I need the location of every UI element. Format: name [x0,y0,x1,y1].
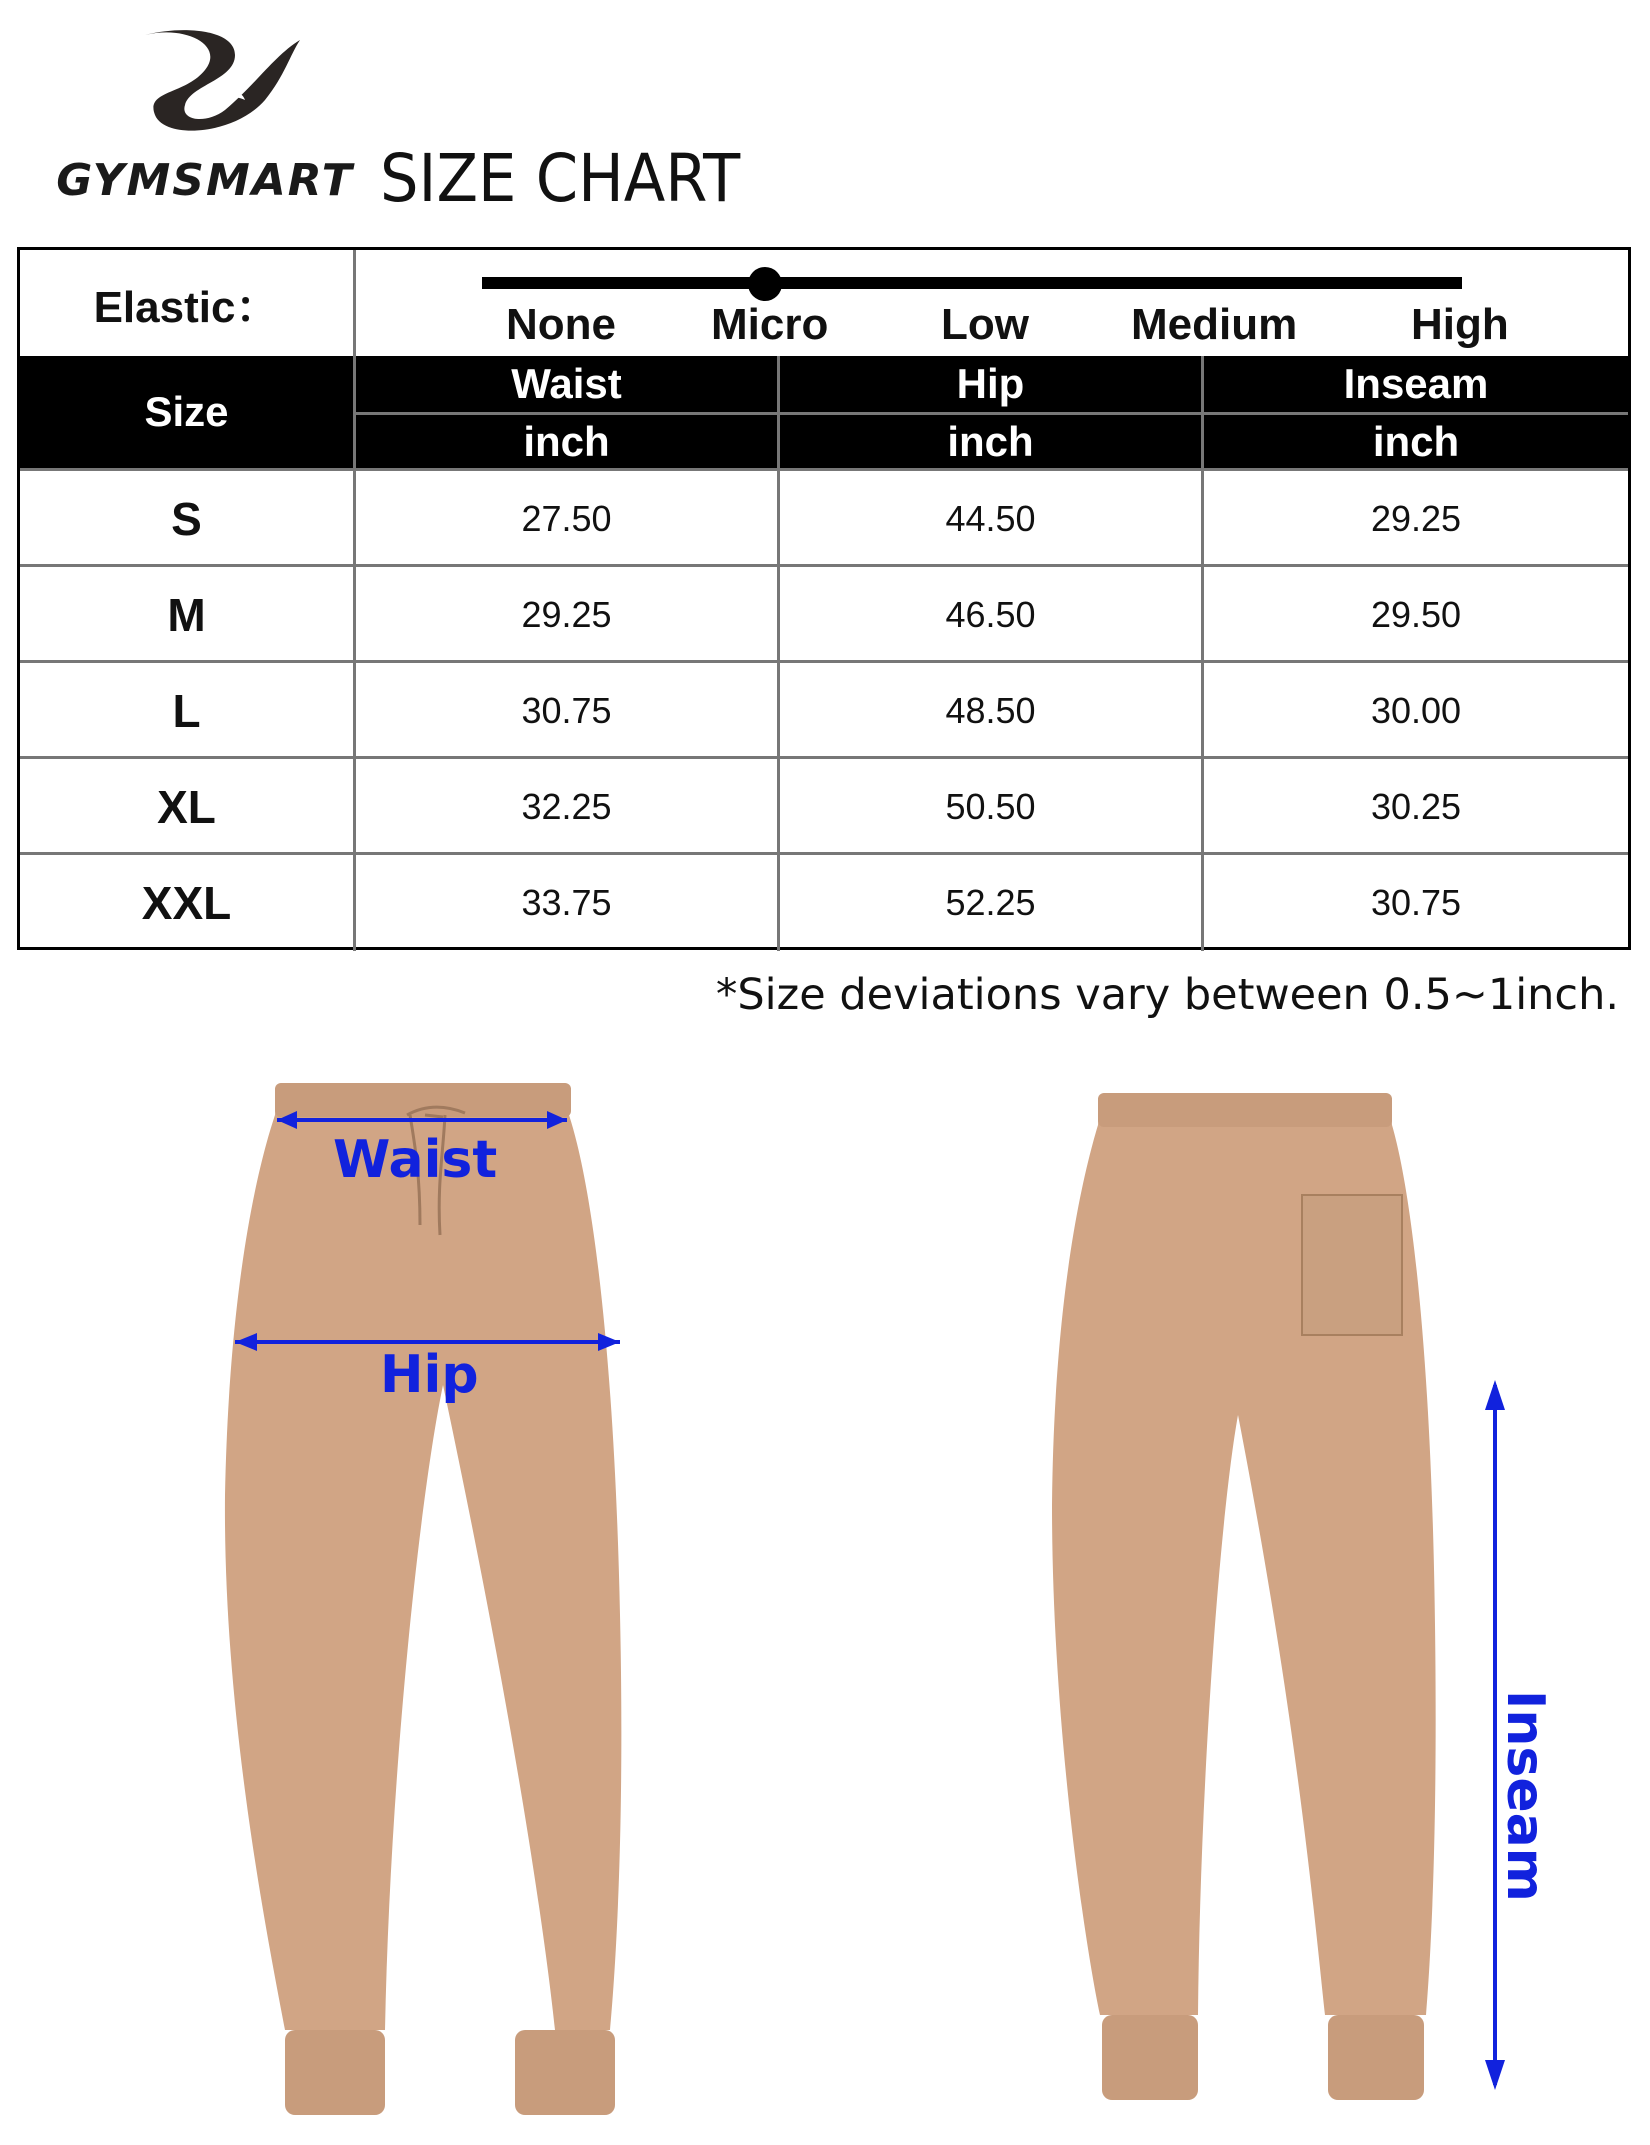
table-row [20,660,1628,759]
waist-measure-label: Waist [333,1130,498,1190]
inseam-cell: 29.50 [1370,594,1462,635]
table-row [20,564,1628,663]
inseam-cell: 30.00 [1370,690,1462,731]
elastic-scale [356,250,1631,356]
elastic-scale-line [482,277,1462,289]
elastic-label: Elastic： [20,250,356,356]
size-chart-table [17,247,1631,950]
hip-measure-label: Hip [380,1345,479,1405]
waist-cell: 32.25 [356,759,780,855]
table-row [20,756,1628,855]
swan-logo-icon [125,25,305,145]
hip-column-header: Hip [780,356,1204,412]
hip-cell: 44.50 [780,471,1204,567]
inseam-cell: 30.25 [1370,786,1462,827]
elastic-option-low: Low [941,300,1029,349]
size-cell: S [20,471,356,567]
size-cell: XL [20,759,356,855]
size-deviation-note: *Size deviations vary between 0.5~1inch. [715,970,1619,1020]
waist-unit: inch [356,412,780,468]
inseam-column-header: Inseam [1204,356,1628,412]
size-column-header: Size [20,356,356,468]
elastic-option-micro: Micro [711,300,829,349]
hip-cell: 48.50 [780,663,1204,759]
waist-cell: 30.75 [356,663,780,759]
waist-cell: 33.75 [356,855,780,951]
inseam-unit: inch [1204,412,1628,468]
inseam-measure-label: Inseam [1495,1690,1555,1902]
elastic-option-none: None [506,300,616,349]
hip-cell: 46.50 [780,567,1204,663]
elastic-option-high: High [1411,300,1509,349]
table-row [20,852,1628,951]
page-title: SIZE CHART [380,140,741,217]
pants-back-image [1040,1085,1440,2115]
brand-name: GYMSMART [56,155,354,206]
waist-column-header: Waist [356,356,780,412]
waist-cell: 29.25 [356,567,780,663]
size-cell: XXL [20,855,356,951]
pants-front-image [215,1075,645,2125]
hip-cell: 50.50 [780,759,1204,855]
elastic-option-medium: Medium [1131,300,1298,349]
inseam-cell: 29.25 [1370,498,1462,539]
size-cell: L [20,663,356,759]
waist-cell: 27.50 [356,471,780,567]
hip-cell: 52.25 [780,855,1204,951]
hip-unit: inch [780,412,1204,468]
inseam-cell: 30.75 [1370,882,1462,923]
size-cell: M [20,567,356,663]
brand-logo [40,20,370,220]
table-row [20,468,1628,567]
elastic-selected-marker [748,267,782,301]
